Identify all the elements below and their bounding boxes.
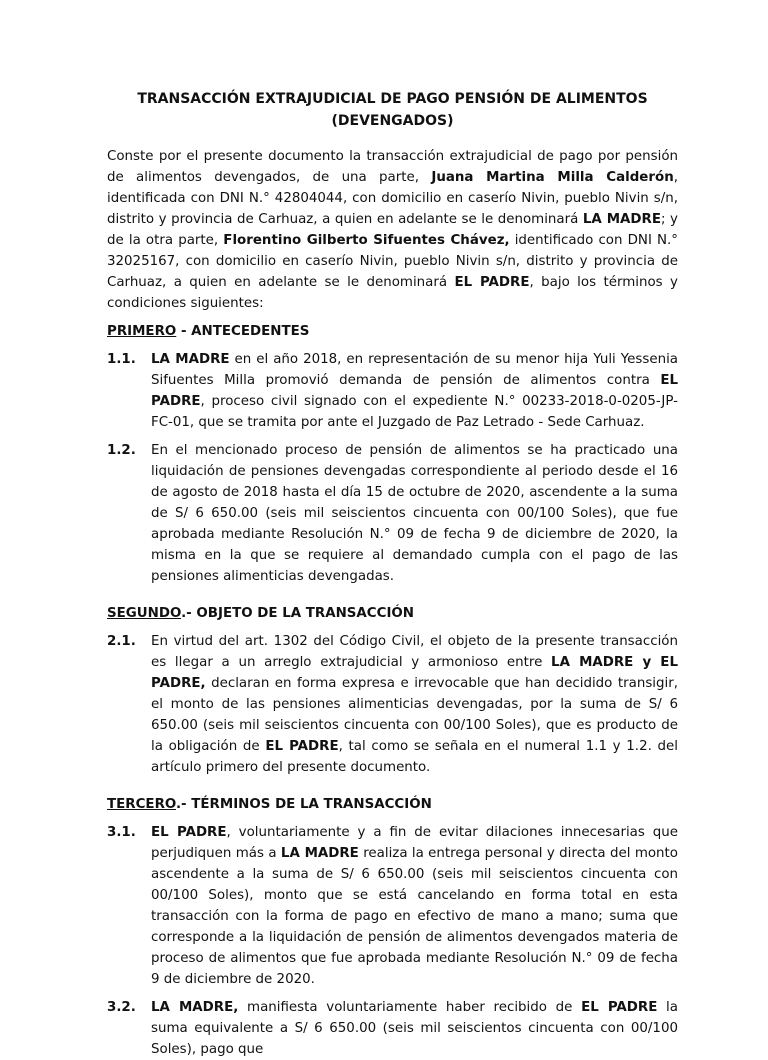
clause-text-part: , tal como se señala en el numeral 1.1 y 1.2. del artículo primero del presente documento. [151,739,678,775]
section-label: TERCERO [107,797,176,812]
party-name: LA MADRE [280,846,359,861]
party-name: LA MADRE, [151,1000,239,1015]
clause-text-part: , proceso civil signado con el expediente N.° 00233-2018-0-0205-JP-FC-01, que se tramita por ante el Juzgado de Paz Letrado - Sede Carhuaz. [151,394,678,430]
party-name: LA MADRE y EL PADRE, [151,655,678,691]
father-name: Florentino Gilberto Sifuentes Chávez, [223,233,510,248]
intro-text: ; y de la otra parte, [107,212,678,248]
clause-text-part: realiza la entrega personal y directa del monto ascendente a la suma de S/ 6 650.00 (seis mil seiscientos cincuenta con 00/100 Soles), monto que se está cancelando en forma total en esta transacción con la forma de pago en efectivo de mano a mano; suma que corresponde a la liquidación de pensión de alimentos devengados materia de proceso de alimentos que fue aprobada mediante Resolución N.° 09 de fecha 9 de diciembre de 2020. [151,846,678,987]
section-label: PRIMERO [107,324,177,339]
section-title: - ANTECEDENTES [176,324,310,339]
section-title: .- OBJETO DE LA TRANSACCIÓN [181,606,415,621]
clause-3-2 [107,997,678,1060]
clause-text [151,997,678,1060]
party-name: EL PADRE [265,739,339,754]
clause-text-part: , voluntariamente y a fin de evitar dilaciones innecesarias que perjudiquen más a [151,825,678,861]
clause-2-1 [107,631,678,778]
clause-text [151,349,678,433]
title-line-2: (DEVENGADOS) [331,113,454,129]
document-title [107,88,678,132]
clause-text [151,440,678,587]
intro-text: , bajo los términos y condiciones siguientes: [107,275,678,311]
clause-number: 1.1. [107,352,136,367]
clause-1-2 [107,440,678,587]
clause-text [151,822,678,990]
section-heading-segundo [107,603,678,624]
clause-text-part: declaran en forma expresa e irrevocable que han decidido transigir, el monto de las pensiones alimenticias devengadas, por la suma de S/ 6 650.00 (seis mil seiscientos cincuenta con 00/100 Soles), que es producto de la obligación de [151,676,678,754]
clause-text-part: la suma equivalente a S/ 6 650.00 (seis mil seiscientos cincuenta con 00/100 Soles), pago que [151,1000,678,1057]
intro-text: Conste por el presente documento la transacción extrajudicial de pago por pensión de alimentos devengados, de una parte, [107,149,678,185]
clause-number: 3.2. [107,1000,136,1015]
party-name: EL PADRE [581,1000,658,1015]
clause-text [151,631,678,778]
clause-text-part: En el mencionado proceso de pensión de alimentos se ha practicado una liquidación de pensiones devengadas correspondiente al periodo desde el 16 de agosto de 2018 hasta el día 15 de octubre de 2020, ascendente a la suma de S/ 6 650.00 (seis mil seiscientos cincuenta con 00/100 Soles), que fue aprobada mediante Resolución N.° 09 de fecha 9 de diciembre de 2020, la misma en la que se requiere al demandado cumpla con el pago de las pensiones alimenticias devengadas. [151,443,678,584]
clause-number: 1.2. [107,443,136,458]
section-heading-primero [107,321,678,342]
party-name: LA MADRE [151,352,230,367]
party-name: EL PADRE [151,825,227,840]
mother-name: Juana Martina Milla Calderón [431,170,674,185]
section-title: .- TÉRMINOS DE LA TRANSACCIÓN [175,797,432,812]
title-line-1: TRANSACCIÓN EXTRAJUDICIAL DE PAGO PENSIÓN DE ALIMENTOS [137,91,648,107]
intro-paragraph [107,146,678,314]
clause-text-part: en el año 2018, en representación de su menor hija Yuli Yessenia Sifuentes Milla promovió demanda de pensión de alimentos contra [151,352,678,388]
father-alias: EL PADRE [454,275,530,290]
clause-number: 2.1. [107,634,136,649]
mother-alias: LA MADRE [582,212,661,227]
section-heading-tercero [107,794,678,815]
intro-text: , identificada con DNI N.° 42804044, con domicilio en caserío Nivin, pueblo Nivin s/n, distrito y provincia de Carhuaz, a quien en adelante se le denominará [107,170,678,227]
clause-3-1 [107,822,678,990]
clause-text-part: En virtud del art. 1302 del Código Civil, el objeto de la presente transacción es llegar a un arreglo extrajudicial y armonioso entre [151,634,678,670]
intro-text: identificado con DNI N.° 32025167, con domicilio en caserío Nivin, pueblo Nivin s/n, distrito y provincia de Carhuaz, a quien en adelante se le denominará [107,233,678,290]
clause-text-part: manifiesta voluntariamente haber recibido de [238,1000,582,1015]
clause-1-1 [107,349,678,433]
section-label: SEGUNDO [107,606,182,621]
clause-number: 3.1. [107,825,136,840]
party-name: EL PADRE [151,373,678,409]
